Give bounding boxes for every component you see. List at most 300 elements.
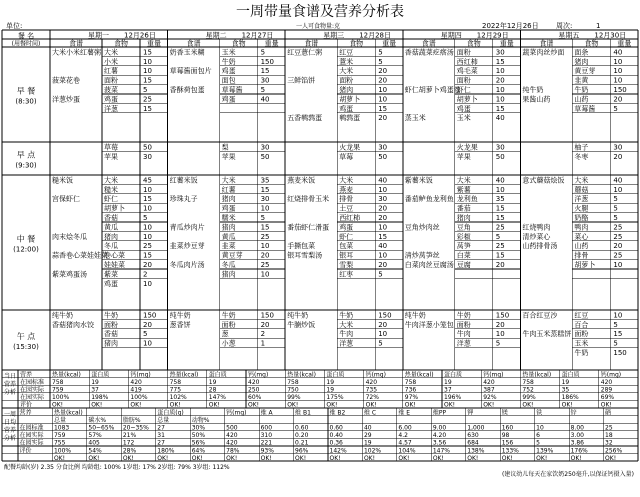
- ingredient-name: 西红柿: [339, 214, 361, 222]
- day-header-4: 星期四: [440, 31, 462, 40]
- ingredient-amount: 25: [143, 242, 152, 251]
- week-value: 1: [596, 22, 601, 30]
- weekly-analysis-label: 营养: [3, 427, 17, 434]
- weekly-value: OK!: [191, 454, 203, 462]
- dish-name: 蒜香卷心菜娃娃菜: [52, 251, 108, 260]
- day-date-1: 12月26日: [124, 31, 156, 40]
- weekly-header: 维 A: [260, 409, 273, 417]
- weekly-value: 1083: [53, 424, 70, 432]
- meal-column-header: 餐 名: [17, 32, 35, 40]
- ingredient-amount: 150: [495, 311, 510, 320]
- weekly-value: 21%: [122, 432, 137, 440]
- weekly-analysis-label: 分析: [3, 435, 17, 442]
- ingredient-amount: 10: [495, 330, 505, 339]
- ingredient-name: 洋葱: [456, 339, 471, 348]
- ingredient-name: 牛奶: [221, 311, 236, 320]
- weekly-value: OK!: [329, 454, 341, 462]
- ingredient-name: 洋葱: [104, 104, 118, 113]
- daily-value: OK!: [287, 401, 299, 409]
- weekly-value: 684: [467, 439, 479, 447]
- dish-name: 牛肉玉米蒸糕饼: [522, 330, 572, 339]
- daily-value: OK!: [169, 401, 181, 409]
- daily-row-label: 在园实际: [20, 394, 45, 402]
- amount-column-header: 重量: [617, 39, 632, 48]
- ingredient-amount: 25: [260, 232, 270, 241]
- ingredient-name: 柚子: [574, 143, 589, 152]
- dish-name: 纯牛奶: [287, 311, 309, 320]
- weekly-value: OK!: [501, 454, 513, 462]
- weekly-value: 在园实际: [19, 439, 44, 447]
- ingredient-amount: 2: [143, 270, 148, 279]
- daily-col-header: 蛋白质: [91, 371, 110, 379]
- weekly-header: 蛋白质(g): [157, 409, 184, 417]
- ingredient-amount: 10: [143, 67, 152, 76]
- ingredient-name: 鸡蛋: [339, 104, 354, 113]
- ingredient-amount: 15: [613, 330, 623, 339]
- ingredient-name: 大米: [339, 176, 354, 185]
- weekly-value: 32: [605, 439, 613, 447]
- ingredient-name: 火龙果: [456, 143, 478, 152]
- weekly-value: 30%: [191, 424, 206, 432]
- weekly-value: 0.21: [295, 439, 309, 447]
- ingredient-amount: 10: [613, 261, 623, 269]
- weekly-value: 54%: [88, 447, 102, 455]
- daily-value: 736: [404, 386, 417, 394]
- ingredient-amount: 30: [260, 76, 270, 85]
- ingredient-amount: 10: [143, 279, 152, 288]
- ingredient-name: 面粉: [456, 48, 471, 57]
- ingredient-amount: 15: [495, 104, 505, 113]
- weekly-value: 759: [53, 432, 66, 440]
- daily-value: 175%: [326, 394, 344, 402]
- amount-column-header: 重量: [382, 39, 397, 48]
- dish-name: 宫保虾仁: [52, 195, 80, 204]
- ingredient-amount: 45: [143, 176, 152, 185]
- weekly-analysis-label: 一周: [3, 411, 17, 418]
- weekly-value: 176%: [570, 447, 588, 455]
- daily-value: 60%: [248, 394, 262, 402]
- daily-col-header: 钙(mg): [600, 371, 622, 379]
- daily-value: 147%: [208, 394, 226, 402]
- ingredient-amount: 10: [378, 185, 388, 194]
- weekly-value: 50%: [191, 432, 206, 440]
- ingredient-amount: 15: [378, 232, 388, 241]
- ingredient-name: 卷心菜: [104, 251, 125, 260]
- ingredient-name: 草莓酱: [574, 104, 596, 113]
- weekly-value: 138%: [467, 447, 485, 455]
- ingredient-name: 薏米: [339, 57, 354, 66]
- ingredient-name: 莴笋: [456, 242, 471, 251]
- ingredient-name: 猪肉: [221, 270, 236, 279]
- weekly-value: 40: [363, 424, 372, 432]
- weekly-value: 27: [157, 424, 165, 432]
- ingredient-amount: 10: [143, 185, 152, 194]
- ingredient-name: 排骨: [574, 251, 589, 260]
- daily-value: 19: [91, 378, 99, 386]
- weekly-value: 78%: [226, 447, 240, 455]
- daily-analysis-label: 当日: [3, 373, 17, 380]
- weekly-value: 6: [536, 432, 540, 440]
- daily-value: OK!: [522, 401, 534, 409]
- ingredient-name: 红豆: [339, 48, 354, 57]
- ingredient-name: 洋葱: [574, 195, 589, 204]
- dish-name: 手撕包菜: [287, 242, 316, 251]
- ingredient-name: 牛奶: [104, 311, 118, 320]
- weekly-value: 142%: [329, 447, 347, 455]
- ingredient-amount: 10: [143, 204, 152, 213]
- ingredient-name: 鸡蛋: [221, 67, 236, 76]
- dish-name: 燕麦米饭: [287, 176, 316, 185]
- ingredient-name: 冬瓜: [221, 261, 236, 269]
- ingredient-amount: 25: [143, 95, 152, 104]
- ingredient-name: 面粉: [104, 320, 118, 329]
- dish-name: 清炒菜心: [522, 232, 551, 241]
- ingredient-name: 玉米: [221, 48, 236, 57]
- ingredient-amount: 40: [613, 48, 623, 57]
- ingredient-name: 草莓酱: [221, 86, 243, 94]
- ingredient-amount: 10: [495, 67, 505, 76]
- ingredient-amount: 20: [260, 320, 270, 329]
- ingredient-amount: 35: [495, 195, 505, 204]
- weekly-header: 镁: [501, 409, 508, 417]
- dish-name: 冬瓜肉片汤: [169, 261, 205, 269]
- ingredient-amount: 40: [378, 242, 388, 251]
- daily-value: OK!: [91, 401, 103, 409]
- weekly-value: 3.86: [570, 439, 584, 447]
- ingredient-name: 苹果: [221, 152, 236, 161]
- weekly-value: 98: [501, 432, 510, 440]
- dish-name: 大米小米红薯粥: [52, 48, 101, 57]
- food-column-header: 食谱: [186, 39, 201, 48]
- amount-column-header: 重量: [147, 39, 161, 48]
- ingredient-amount: 20: [378, 204, 388, 213]
- ingredient-amount: 5: [378, 57, 383, 66]
- weekly-subheader: 碳水%: [88, 416, 107, 424]
- ingredient-amount: 30: [143, 152, 152, 161]
- ingredient-amount: 35: [260, 176, 270, 185]
- header-date: 2022年12月26日: [482, 22, 539, 30]
- ingredient-name: 猪肉: [339, 86, 354, 94]
- ingredient-name: 鸡蛋: [104, 95, 118, 104]
- dish-name: 葱香饼: [169, 320, 191, 329]
- dish-name: 纯牛奶: [169, 311, 191, 320]
- daily-value: 37: [91, 386, 99, 394]
- dish-name: 红烧鸭肉: [522, 223, 551, 232]
- dish-name: 草莓酱面包片: [169, 67, 212, 76]
- meal-column-subheader: (用餐时间): [11, 40, 41, 48]
- ingredient-column-header: 食物: [114, 39, 128, 48]
- ingredient-name: 牛肉: [339, 330, 354, 339]
- weekly-value: 600: [260, 424, 273, 432]
- weekly-value: OK!: [363, 454, 376, 462]
- ingredient-amount: 10: [495, 86, 505, 94]
- ingredient-amount: 10: [378, 86, 388, 94]
- ingredient-name: 山药: [574, 95, 589, 104]
- ingredient-amount: 15: [143, 104, 152, 113]
- weekly-value: 4.57: [398, 439, 412, 447]
- daily-value: 99%: [287, 394, 301, 402]
- ingredient-name: 虾仁: [104, 195, 118, 204]
- ingredient-name: 冬瓜: [104, 242, 118, 251]
- daily-value: 419: [130, 386, 142, 394]
- dish-name: 糙米饭: [52, 176, 73, 185]
- weekly-header: 铁: [536, 409, 543, 417]
- ingredient-amount: 10: [613, 185, 623, 194]
- ingredient-name: 娃娃菜: [104, 261, 125, 269]
- weekly-value: 0.60: [295, 424, 309, 432]
- amount-column-header: 重量: [264, 39, 279, 48]
- ingredient-name: 鸡蛋: [221, 204, 236, 213]
- ingredient-amount: 25: [613, 223, 623, 232]
- weekly-subheader: 总量: [157, 416, 170, 424]
- meal-name: 早 餐: [16, 86, 36, 96]
- meal-time: (12:00): [13, 245, 39, 254]
- ingredient-amount: 5: [613, 320, 618, 329]
- weekly-value: 27: [157, 439, 165, 447]
- ingredient-amount: 15: [260, 223, 270, 232]
- weekly-value: 18: [605, 432, 613, 440]
- dish-name: 果酱山药: [522, 95, 551, 104]
- ingredient-amount: 30: [613, 143, 623, 152]
- ingredient-name: 奶酪: [574, 214, 589, 222]
- ingredient-name: 葱: [221, 330, 229, 339]
- ingredient-amount: 10: [378, 251, 388, 260]
- daily-value: 420: [365, 378, 378, 386]
- daily-value: 420: [248, 378, 260, 386]
- weekly-value: OK!: [88, 454, 100, 462]
- weekly-value: 180%: [157, 447, 175, 455]
- dish-name: 红豆薏仁粥: [287, 48, 323, 57]
- dish-name: 青瓜炒肉片: [169, 223, 205, 232]
- ingredient-amount: 10: [613, 76, 623, 85]
- weekly-header: 维 B1: [295, 409, 311, 417]
- ingredient-amount: 40: [378, 176, 388, 185]
- ingredient-amount: 150: [613, 86, 627, 94]
- ingredient-name: 猪肉: [221, 223, 236, 232]
- ingredient-amount: 15: [495, 204, 505, 213]
- dish-name: 番茄鲈鱼龙利鱼: [404, 195, 454, 204]
- dish-name: 山药排骨汤: [522, 242, 558, 251]
- ingredient-name: 鸡蛋: [221, 95, 236, 104]
- ingredient-name: 黄豆芽: [221, 251, 243, 260]
- ingredient-name: 面粉: [456, 320, 471, 329]
- ingredient-name: 包菜: [339, 242, 354, 251]
- ingredient-name: 牛奶: [339, 311, 354, 320]
- daily-value: 250: [248, 386, 260, 394]
- day-date-3: 12月28日: [359, 31, 392, 40]
- ingredient-name: 紫菜: [104, 270, 118, 279]
- ingredient-name: 紫薯: [456, 185, 471, 194]
- daily-value: 100%: [130, 394, 148, 402]
- weekly-value: OK!: [157, 454, 169, 462]
- ingredient-amount: 15: [143, 195, 152, 204]
- ingredient-amount: 20: [378, 76, 388, 85]
- daily-value: 19: [326, 386, 335, 394]
- ingredient-amount: 30: [260, 195, 270, 204]
- ingredient-name: 鸡蛋: [104, 279, 118, 288]
- ingredient-amount: 10: [613, 57, 623, 66]
- meal-time: (8:30): [15, 97, 37, 106]
- daily-col-header: 钙(mg): [483, 371, 504, 379]
- daily-value: 35: [561, 386, 570, 394]
- dish-name: 香菇蔬菜疙瘩汤: [404, 48, 454, 57]
- daily-value: 102%: [169, 394, 187, 402]
- daily-analysis-label: 营养: [3, 381, 17, 388]
- weekly-value: 6.00: [398, 424, 412, 432]
- weekly-value: 57%: [88, 432, 102, 440]
- ingredient-amount: 5: [495, 339, 501, 348]
- daily-col-header: 蛋白质: [561, 371, 580, 379]
- daily-value: 420: [600, 378, 613, 386]
- dish-name: 香酥荷包蛋: [169, 86, 205, 94]
- weekly-value: 256%: [605, 447, 623, 455]
- ingredient-name: 面粉: [456, 76, 471, 85]
- ingredient-name: 土豆: [339, 204, 354, 213]
- weekly-value: OK!: [260, 454, 272, 462]
- ingredient-amount: 150: [260, 57, 274, 66]
- ingredient-amount: 1: [260, 339, 266, 348]
- weekly-value: OK!: [570, 454, 582, 462]
- weekly-value: OK!: [53, 454, 66, 462]
- ingredient-name: 面粉: [339, 76, 354, 85]
- weekly-value: 50~65%: [88, 424, 115, 432]
- ingredient-name: 猪肉: [221, 195, 236, 204]
- dish-name: 蔬菜肉丝炒面: [522, 48, 565, 57]
- ingredient-name: 胡萝卜: [456, 95, 478, 104]
- ingredient-amount: 20: [613, 95, 623, 104]
- ingredient-name: 面粉: [574, 330, 589, 339]
- meal-time: (15:30): [13, 343, 39, 351]
- ingredient-name: 大米: [221, 176, 236, 185]
- ingredient-column-header: 食物: [466, 39, 481, 48]
- subtitle: 一人可食物量:克: [295, 23, 341, 30]
- ingredient-amount: 10: [143, 339, 152, 348]
- ingredient-name: 鸡蛋: [339, 223, 354, 232]
- daily-value: 186%: [561, 394, 579, 402]
- daily-value: 750: [287, 386, 299, 394]
- dish-name: 肉末烩冬瓜: [52, 232, 87, 241]
- ingredient-name: 红枣: [339, 270, 354, 279]
- daily-value: 289: [600, 386, 613, 394]
- weekly-value: 64%: [191, 447, 206, 455]
- weekly-value: 评价: [19, 447, 32, 455]
- ingredient-name: 糯米: [221, 214, 236, 222]
- ingredient-amount: 20: [495, 261, 505, 269]
- dish-name: 纯牛奶: [404, 311, 426, 320]
- ingredient-amount: 40: [613, 176, 623, 185]
- daily-value: 420: [483, 378, 495, 386]
- ingredient-amount: 10: [143, 223, 152, 232]
- ingredient-amount: 40: [495, 114, 505, 123]
- weekly-value: 0.60: [329, 424, 343, 432]
- weekly-value: 20~35%: [122, 424, 149, 432]
- weekly-header: 钾: [467, 409, 474, 417]
- ingredient-amount: 30: [378, 195, 388, 204]
- daily-analysis-label: 分析: [3, 389, 17, 396]
- ingredient-amount: 10: [378, 95, 388, 104]
- weekly-value: 420: [226, 439, 238, 447]
- dish-name: 三鲜馅饼: [287, 76, 316, 85]
- weekly-value: 3.56: [432, 439, 447, 447]
- ingredient-name: 牛奶: [221, 57, 236, 66]
- daily-value: 758: [52, 378, 64, 386]
- day-header-5: 星期五: [558, 31, 580, 40]
- ingredient-name: 牛奶: [574, 349, 589, 357]
- daily-col-header: 蛋白质: [326, 371, 345, 379]
- ingredient-name: 香菇: [104, 214, 118, 222]
- ingredient-name: 面条: [574, 48, 589, 57]
- ingredient-amount: 50: [378, 152, 388, 161]
- weekly-value: 在园标准: [19, 424, 44, 432]
- ingredient-amount: 50: [143, 143, 152, 152]
- daily-value: 19: [444, 378, 452, 386]
- weekly-value: 221: [260, 439, 273, 447]
- dish-name: 豆角炒肉丝: [404, 223, 440, 232]
- dish-name: 紫薯米饭: [404, 176, 433, 185]
- dish-name: 珍珠丸子: [169, 195, 198, 204]
- ingredient-name: 虾仁: [456, 86, 471, 94]
- food-column-header: 食谱: [304, 39, 319, 48]
- ingredient-amount: 150: [378, 311, 392, 320]
- ingredient-amount: 5: [260, 48, 266, 57]
- ingredient-name: 大米: [104, 48, 118, 57]
- ingredient-amount: 5: [378, 48, 383, 57]
- weekly-value: 147%: [432, 447, 450, 455]
- ingredient-name: 玉米: [574, 339, 589, 348]
- ingredient-name: 蘑菇: [574, 185, 589, 194]
- daily-value: OK!: [483, 401, 495, 409]
- ingredient-amount: 10: [495, 95, 505, 104]
- ingredient-name: 小葱: [221, 339, 236, 348]
- ingredient-amount: 25: [260, 261, 270, 269]
- weekly-value: OK!: [432, 454, 444, 462]
- weekly-value: 102%: [363, 447, 382, 455]
- daily-col-header: 蛋白质: [208, 371, 227, 379]
- ingredient-amount: 5: [378, 339, 383, 348]
- ingredient-amount: 25: [613, 232, 623, 241]
- daily-value: 69%: [600, 394, 615, 402]
- ingredient-name: 菠菜: [104, 86, 118, 94]
- daily-value: 196%: [444, 394, 462, 402]
- daily-value: OK!: [404, 401, 416, 409]
- ingredient-name: 白菜: [456, 251, 471, 260]
- ingredient-name: 鹌鹑蛋: [339, 114, 361, 123]
- dish-name: 银耳雪梨汤: [287, 251, 323, 260]
- ingredient-name: 香菇: [104, 330, 118, 339]
- ingredient-name: 苹果: [104, 152, 118, 161]
- ingredient-name: 大米: [339, 67, 354, 76]
- ingredient-name: 洋葱: [339, 339, 354, 348]
- ingredient-name: 猪肉: [574, 57, 589, 66]
- ingredient-amount: 2: [260, 330, 266, 339]
- ingredient-name: 牛奶: [574, 86, 589, 94]
- weekly-value: OK!: [536, 454, 548, 462]
- ingredient-name: 红薯: [104, 67, 118, 76]
- ingredient-amount: 20: [260, 251, 270, 260]
- weekly-header: 硒: [605, 409, 612, 417]
- dish-name: 纯牛奶: [52, 311, 73, 320]
- daily-row-label: 在园实际: [20, 386, 45, 394]
- ingredient-amount: 40: [495, 176, 505, 185]
- ingredient-name: 大米: [574, 176, 589, 185]
- dish-name: 红薯米饭: [169, 176, 198, 185]
- page-title: 一周带量食谱及营养分析表: [236, 4, 404, 20]
- ingredient-amount: 20: [143, 261, 152, 269]
- daily-value: OK!: [600, 401, 612, 409]
- daily-value: 758: [404, 378, 417, 386]
- weekly-header: 钙(mg): [226, 409, 247, 417]
- ingredient-amount: 50: [260, 152, 270, 161]
